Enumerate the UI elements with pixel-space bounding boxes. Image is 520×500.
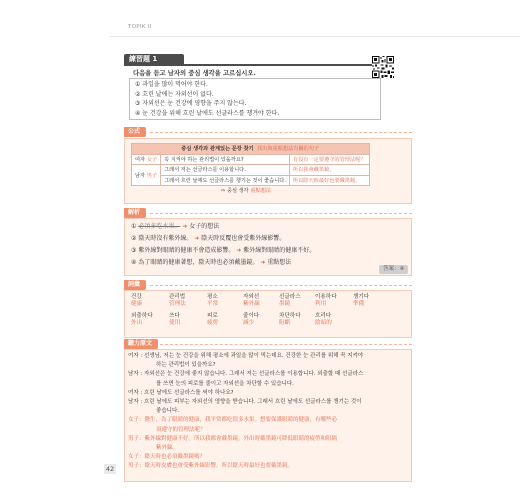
running-header: TOPIK II — [128, 24, 152, 30]
transcript-line: 女子：陰天時也必須戴墨鏡嗎？ — [128, 454, 206, 461]
vocab-item: 이용하다 利用 — [315, 294, 337, 307]
vocab-item: 외출하다 外出 — [131, 313, 153, 326]
analysis-note: 重點想法 — [267, 259, 292, 266]
analysis-note: 女子的想法 — [189, 223, 220, 230]
conclusion-zh: 重點想法 — [250, 188, 272, 194]
formula-sentence-ko: 그래서 흐린 날에도 선글라스를 챙기는 것이 좋습니다. — [161, 175, 290, 186]
formula-sentence-zh: 有沒有一定要遵守的管理法呢？ — [289, 154, 369, 165]
formula-sentence-zh: 所以我會戴墨鏡。 — [289, 165, 369, 176]
transcript-line: 紫外線。 — [156, 445, 179, 452]
arrow-icon: ➜ — [260, 259, 266, 266]
choice-2: ② 흐린 날에는 자외선이 없다. — [135, 90, 214, 98]
arrow-icon: ➜ — [194, 235, 200, 242]
vocab-item: 피로 疲勞 — [207, 313, 219, 326]
transcript-line: 男子：紫外線對健康不好。所以我都會戴墨鏡。外出時戴墨鏡可降低眼睛的疲勞和阻隔 — [128, 435, 338, 442]
vocab-item: 자외선 紫外線 — [243, 294, 260, 307]
transcript-line: 남자 : 흐린 날에도 피부는 자외선의 영향을 받습니다. 그래서 흐린 날에도 선글라스를 챙기는 것이 — [128, 399, 362, 406]
transcript-line: 하는 관리법이 있을까요? — [156, 362, 216, 369]
transcript-line: 를 쓰면 눈의 피로를 줄이고 자외선을 차단할 수 있습니다. — [156, 380, 294, 387]
speaker-label: 남자 — [135, 172, 146, 179]
formula-label: 公式 — [124, 127, 146, 137]
choice-1: ① 과일을 많이 먹어야 한다. — [135, 81, 208, 88]
speaker-label: 여자 — [135, 156, 146, 163]
analysis-num: ③ — [131, 247, 137, 254]
vocab-rule — [150, 285, 412, 286]
formula-header-ko: 중심 생각과 관계있는 문장 찾기 — [181, 146, 254, 153]
formula-panel — [124, 138, 412, 204]
formula-header-zh: 找出與重點想法有關的句子 — [256, 146, 320, 153]
answer-badge: 答案：④ — [379, 265, 408, 274]
vocab-item: 줄이다 減少 — [243, 313, 260, 326]
analysis-line-4 — [131, 257, 411, 269]
formula-header-row — [132, 144, 370, 155]
analysis-text: 陰天時沒有紫外線。 — [138, 235, 193, 242]
analysis-label: 解析 — [124, 208, 146, 218]
choice-4: ④ 눈 건강을 위해 흐린 날에도 선글라스를 챙겨야 한다. — [135, 109, 280, 117]
analysis-num: ① — [131, 223, 137, 230]
transcript-panel — [124, 349, 412, 482]
vocab-item: 쓰다 使用 — [169, 313, 181, 326]
speaker-label-zh: 女子 — [146, 156, 158, 163]
formula-sentence-ko: 꼭 지켜야 하는 관리법이 있을까요? — [161, 154, 290, 165]
choice-3: ③ 자외선은 눈 건강에 영향을 주지 않는다. — [135, 100, 247, 108]
analysis-note: 陰天時反覆也會受紫外線影響。 — [201, 235, 286, 242]
formula-row — [132, 154, 370, 165]
exercise-instruction: 다음을 듣고 남자의 중심 생각을 고르십시오. — [133, 70, 256, 77]
arrow-icon: ➜ — [236, 247, 242, 254]
analysis-panel — [124, 218, 412, 276]
conclusion-ko: ⇨ 중심 생각 — [221, 188, 249, 194]
formula-rule — [150, 132, 412, 133]
vocab-panel — [124, 290, 412, 338]
transcript-line: 여자 : 흐린 날에도 선글라스를 써야 하나요? — [128, 389, 234, 396]
formula-sentence-ko: 그래서 저는 선글라스를 이용합니다. — [161, 165, 290, 176]
page-number: 42 — [105, 465, 115, 473]
analysis-struck-text: 必須多吃水果。 — [138, 223, 181, 230]
analysis-text: 為了眼睛的健康著想，陰天時也必須戴墨鏡。 — [138, 259, 259, 266]
transcript-line: 男子：陰天時皮膚也會受紫外線影響。所以陰天時最好也要戴墨鏡。 — [128, 463, 294, 470]
arrow-icon: ➜ — [182, 223, 188, 230]
formula-conclusion — [221, 187, 271, 194]
analysis-line-3 — [131, 245, 411, 257]
header-rule — [110, 36, 520, 37]
choice-box — [129, 78, 381, 120]
analysis-note: 紫外線對眼睛的健康不好。 — [243, 247, 316, 254]
vocab-item: 평소 平常 — [207, 294, 219, 307]
vocab-item: 흐리다 陰暗的 — [315, 313, 332, 326]
vocab-item: 챙기다 準備 — [353, 294, 370, 307]
transcript-line: 여자 : 선생님, 저는 눈 건강을 위해 평소에 과일을 많이 먹는데요. 건강한 눈 관리를 위해 꼭 지켜야 — [128, 353, 364, 359]
analysis-line-1 — [131, 221, 411, 233]
transcript-rule — [160, 344, 412, 345]
formula-row — [132, 165, 370, 176]
formula-sentence-zh: 所以陰天時最好也要戴墨鏡。 — [289, 175, 369, 186]
analysis-text: 紫外線對眼睛的健康不會造成影響。 — [138, 247, 235, 254]
speaker-label-zh: 男子 — [146, 172, 158, 179]
vocab-item: 관리법 管理法 — [169, 294, 186, 307]
formula-row — [132, 175, 370, 186]
exercise-label: 練習題 1 — [124, 54, 184, 65]
vocab-item: 차단하다 阻斷 — [279, 313, 301, 326]
transcript-line: 남자 : 자외선은 눈 건강에 좋지 않습니다. 그래서 저는 선글라스를 이용합니다. 외출할 때 선글라스 — [128, 371, 364, 378]
analysis-num: ② — [131, 235, 137, 242]
transcript-line: 須遵守的管理法呢？ — [156, 426, 206, 433]
vocab-item: 건강 健康 — [131, 294, 143, 307]
analysis-line-2 — [131, 233, 411, 245]
analysis-num: ④ — [131, 259, 137, 266]
qr-code-icon[interactable] — [372, 56, 394, 78]
exercise-rule — [124, 64, 388, 66]
vocab-label: 詞彙 — [124, 280, 146, 290]
formula-table — [131, 143, 370, 186]
transcript-line: 좋습니다. — [156, 408, 180, 415]
analysis-rule — [150, 213, 412, 214]
transcript-line: 女子：醫生，為了眼睛的健康，我平常都吃很多水果。想要保護眼睛的健康，有哪些必 — [128, 417, 338, 424]
transcript-label: 聽力原文 — [124, 339, 158, 349]
vocab-item: 선글라스 墨鏡 — [279, 294, 301, 307]
